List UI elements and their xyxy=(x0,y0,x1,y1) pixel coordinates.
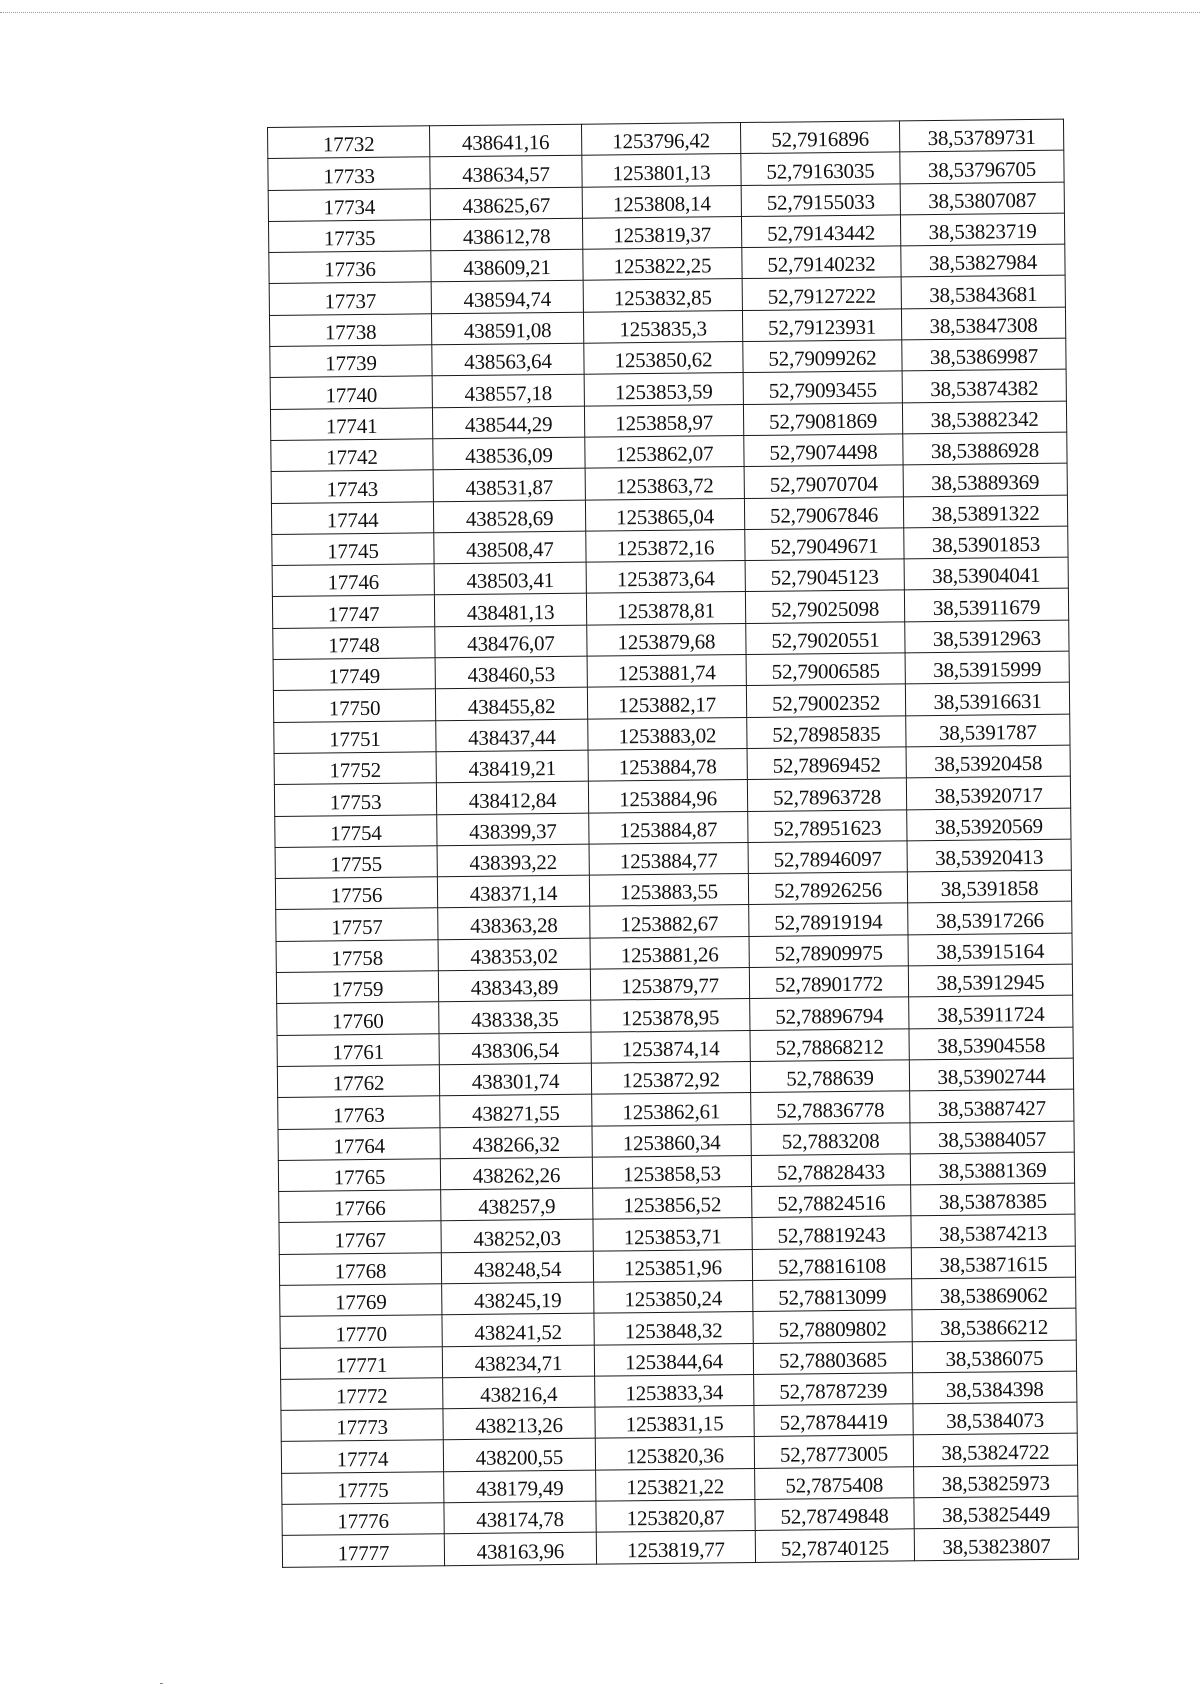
x-coordinate-cell: 438234,71 xyxy=(442,1345,594,1378)
longitude-cell: 38,5386075 xyxy=(912,1340,1076,1373)
y-coordinate-cell: 1253872,16 xyxy=(586,529,745,562)
latitude-cell: 52,79002352 xyxy=(746,684,905,717)
point-number-cell: 17741 xyxy=(270,407,432,440)
y-coordinate-cell: 1253822,25 xyxy=(583,248,742,281)
y-coordinate-cell: 1253851,96 xyxy=(593,1249,752,1282)
y-coordinate-cell: 1253884,96 xyxy=(588,780,747,813)
x-coordinate-cell: 438455,82 xyxy=(435,688,587,721)
y-coordinate-cell: 1253833,34 xyxy=(595,1374,754,1407)
latitude-cell: 52,78787239 xyxy=(754,1373,913,1406)
y-coordinate-cell: 1253796,42 xyxy=(581,123,740,156)
x-coordinate-cell: 438594,74 xyxy=(431,281,583,314)
x-coordinate-cell: 438343,89 xyxy=(438,969,590,1002)
y-coordinate-cell: 1253872,92 xyxy=(591,1061,750,1094)
longitude-cell: 38,53911724 xyxy=(909,995,1073,1028)
x-coordinate-cell: 438306,54 xyxy=(439,1032,591,1065)
y-coordinate-cell: 1253883,55 xyxy=(589,874,748,907)
latitude-cell: 52,78985835 xyxy=(747,715,906,748)
point-number-cell: 17774 xyxy=(281,1440,443,1473)
x-coordinate-cell: 438536,09 xyxy=(433,437,585,470)
longitude-cell: 38,53823719 xyxy=(900,213,1064,246)
y-coordinate-cell: 1253808,14 xyxy=(582,185,741,218)
longitude-cell: 38,53917266 xyxy=(908,902,1072,935)
x-coordinate-cell: 438481,13 xyxy=(434,594,586,627)
point-number-cell: 17758 xyxy=(276,939,438,972)
point-number-cell: 17777 xyxy=(282,1534,444,1567)
point-number-cell: 17768 xyxy=(279,1252,441,1285)
point-number-cell: 17746 xyxy=(272,564,434,597)
coordinates-table xyxy=(267,119,1079,1568)
point-number-cell: 17743 xyxy=(271,470,433,503)
x-coordinate-cell: 438612,78 xyxy=(430,218,582,251)
latitude-cell: 52,78824516 xyxy=(752,1185,911,1218)
y-coordinate-cell: 1253819,77 xyxy=(596,1531,755,1564)
point-number-cell: 17760 xyxy=(277,1002,439,1035)
x-coordinate-cell: 438262,26 xyxy=(440,1157,592,1190)
longitude-cell: 38,53874213 xyxy=(911,1214,1075,1247)
y-coordinate-cell: 1253879,77 xyxy=(590,968,749,1001)
longitude-cell: 38,5384073 xyxy=(913,1402,1077,1435)
point-number-cell: 17735 xyxy=(268,220,430,253)
longitude-cell: 38,53825449 xyxy=(914,1496,1078,1529)
longitude-cell: 38,53843681 xyxy=(901,276,1065,309)
y-coordinate-cell: 1253820,36 xyxy=(595,1437,754,1470)
x-coordinate-cell: 438245,19 xyxy=(442,1282,594,1315)
y-coordinate-cell: 1253862,61 xyxy=(592,1093,751,1126)
point-number-cell: 17769 xyxy=(280,1284,442,1317)
latitude-cell: 52,78803685 xyxy=(753,1341,912,1374)
latitude-cell: 52,79140232 xyxy=(742,246,901,279)
longitude-cell: 38,53871615 xyxy=(911,1246,1075,1279)
longitude-cell: 38,53889369 xyxy=(903,463,1067,496)
point-number-cell: 17766 xyxy=(279,1190,441,1223)
point-number-cell: 17754 xyxy=(275,814,437,847)
x-coordinate-cell: 438399,37 xyxy=(437,813,589,846)
longitude-cell: 38,53847308 xyxy=(901,307,1065,340)
y-coordinate-cell: 1253882,17 xyxy=(587,686,746,719)
y-coordinate-cell: 1253821,22 xyxy=(596,1468,755,1501)
latitude-cell: 52,79025098 xyxy=(745,590,904,623)
latitude-cell: 52,78773005 xyxy=(754,1435,913,1468)
coordinates-table-body xyxy=(268,119,1079,1567)
longitude-cell: 38,53869987 xyxy=(902,338,1066,371)
point-number-cell: 17764 xyxy=(278,1127,440,1160)
point-number-cell: 17762 xyxy=(277,1065,439,1098)
x-coordinate-cell: 438557,18 xyxy=(432,375,584,408)
x-coordinate-cell: 438609,21 xyxy=(431,249,583,282)
latitude-cell: 52,78813099 xyxy=(753,1279,912,1312)
point-number-cell: 17744 xyxy=(271,501,433,534)
scan-speck xyxy=(160,1683,163,1684)
y-coordinate-cell: 1253882,67 xyxy=(590,905,749,938)
x-coordinate-cell: 438241,52 xyxy=(442,1313,594,1346)
latitude-cell: 52,7916896 xyxy=(740,121,899,154)
y-coordinate-cell: 1253863,72 xyxy=(585,467,744,500)
point-number-cell: 17763 xyxy=(278,1096,440,1129)
longitude-cell: 38,53887427 xyxy=(910,1089,1074,1122)
latitude-cell: 52,78868212 xyxy=(750,1028,909,1061)
latitude-cell: 52,79006585 xyxy=(746,653,905,686)
longitude-cell: 38,53912945 xyxy=(908,964,1072,997)
x-coordinate-cell: 438563,64 xyxy=(432,343,584,376)
y-coordinate-cell: 1253881,26 xyxy=(590,936,749,969)
y-coordinate-cell: 1253881,74 xyxy=(587,655,746,688)
longitude-cell: 38,53884057 xyxy=(910,1121,1074,1154)
point-number-cell: 17753 xyxy=(274,783,436,816)
x-coordinate-cell: 438353,02 xyxy=(438,938,590,971)
longitude-cell: 38,53920569 xyxy=(907,808,1071,841)
point-number-cell: 17750 xyxy=(273,689,435,722)
y-coordinate-cell: 1253801,13 xyxy=(582,154,741,187)
latitude-cell: 52,79067846 xyxy=(744,496,903,529)
x-coordinate-cell: 438437,44 xyxy=(436,719,588,752)
longitude-cell: 38,53916631 xyxy=(905,682,1069,715)
y-coordinate-cell: 1253858,53 xyxy=(592,1155,751,1188)
point-number-cell: 17732 xyxy=(268,126,430,159)
latitude-cell: 52,78969452 xyxy=(747,747,906,780)
longitude-cell: 38,5384398 xyxy=(913,1371,1077,1404)
x-coordinate-cell: 438634,57 xyxy=(430,156,582,189)
longitude-cell: 38,53807087 xyxy=(900,182,1064,215)
latitude-cell: 52,78919194 xyxy=(749,903,908,936)
x-coordinate-cell: 438266,32 xyxy=(440,1126,592,1159)
y-coordinate-cell: 1253850,24 xyxy=(594,1280,753,1313)
x-coordinate-cell: 438216,4 xyxy=(443,1376,595,1409)
point-number-cell: 17737 xyxy=(269,282,431,315)
point-number-cell: 17767 xyxy=(279,1221,441,1254)
latitude-cell: 52,78926256 xyxy=(748,872,907,905)
x-coordinate-cell: 438301,74 xyxy=(439,1063,591,1096)
longitude-cell: 38,53882342 xyxy=(902,401,1066,434)
latitude-cell: 52,79049671 xyxy=(745,528,904,561)
point-number-cell: 17761 xyxy=(277,1033,439,1066)
longitude-cell: 38,53881369 xyxy=(910,1152,1074,1185)
point-number-cell: 17757 xyxy=(276,908,438,941)
latitude-cell: 52,79045123 xyxy=(745,559,904,592)
latitude-cell: 52,79099262 xyxy=(743,340,902,373)
point-number-cell: 17776 xyxy=(282,1503,444,1536)
latitude-cell: 52,788639 xyxy=(750,1060,909,1093)
longitude-cell: 38,53796705 xyxy=(900,150,1064,183)
latitude-cell: 52,78836778 xyxy=(751,1091,910,1124)
point-number-cell: 17771 xyxy=(280,1346,442,1379)
y-coordinate-cell: 1253884,78 xyxy=(588,748,747,781)
x-coordinate-cell: 438476,07 xyxy=(435,625,587,658)
point-number-cell: 17775 xyxy=(282,1471,444,1504)
y-coordinate-cell: 1253884,87 xyxy=(589,811,748,844)
y-coordinate-cell: 1253848,32 xyxy=(594,1312,753,1345)
point-number-cell: 17736 xyxy=(269,251,431,284)
longitude-cell: 38,53904558 xyxy=(909,1027,1073,1060)
x-coordinate-cell: 438508,47 xyxy=(434,531,586,564)
y-coordinate-cell: 1253850,62 xyxy=(584,342,743,375)
x-coordinate-cell: 438528,69 xyxy=(433,500,585,533)
latitude-cell: 52,7883208 xyxy=(751,1122,910,1155)
point-number-cell: 17738 xyxy=(269,314,431,347)
x-coordinate-cell: 438591,08 xyxy=(431,312,583,345)
x-coordinate-cell: 438363,28 xyxy=(438,907,590,940)
point-number-cell: 17739 xyxy=(270,345,432,378)
longitude-cell: 38,53915164 xyxy=(908,933,1072,966)
latitude-cell: 52,79081869 xyxy=(743,403,902,436)
longitude-cell: 38,53866212 xyxy=(912,1308,1076,1341)
latitude-cell: 52,79093455 xyxy=(743,371,902,404)
y-coordinate-cell: 1253853,71 xyxy=(593,1218,752,1251)
x-coordinate-cell: 438412,84 xyxy=(436,781,588,814)
y-coordinate-cell: 1253860,34 xyxy=(592,1124,751,1157)
latitude-cell: 52,79123931 xyxy=(742,309,901,342)
latitude-cell: 52,78819243 xyxy=(752,1216,911,1249)
longitude-cell: 38,5391858 xyxy=(907,870,1071,903)
x-coordinate-cell: 438393,22 xyxy=(437,844,589,877)
latitude-cell: 52,78749848 xyxy=(755,1498,914,1531)
y-coordinate-cell: 1253844,64 xyxy=(594,1343,753,1376)
x-coordinate-cell: 438371,14 xyxy=(437,875,589,908)
longitude-cell: 38,53823807 xyxy=(914,1527,1078,1560)
y-coordinate-cell: 1253874,14 xyxy=(591,1030,750,1063)
longitude-cell: 38,53912963 xyxy=(905,620,1069,653)
x-coordinate-cell: 438338,35 xyxy=(439,1000,591,1033)
point-number-cell: 17745 xyxy=(272,533,434,566)
latitude-cell: 52,79070704 xyxy=(744,465,903,498)
point-number-cell: 17747 xyxy=(272,595,434,628)
longitude-cell: 38,53886928 xyxy=(903,432,1067,465)
latitude-cell: 52,79143442 xyxy=(741,215,900,248)
longitude-cell: 38,53915999 xyxy=(905,651,1069,684)
y-coordinate-cell: 1253853,59 xyxy=(584,373,743,406)
latitude-cell: 52,78963728 xyxy=(747,778,906,811)
longitude-cell: 38,53901853 xyxy=(904,526,1068,559)
x-coordinate-cell: 438625,67 xyxy=(430,187,582,220)
point-number-cell: 17740 xyxy=(270,376,432,409)
y-coordinate-cell: 1253878,81 xyxy=(586,592,745,625)
latitude-cell: 52,79155033 xyxy=(741,183,900,216)
longitude-cell: 38,53920413 xyxy=(907,839,1071,872)
latitude-cell: 52,78951623 xyxy=(748,809,907,842)
x-coordinate-cell: 438213,26 xyxy=(443,1407,595,1440)
x-coordinate-cell: 438179,49 xyxy=(444,1470,596,1503)
x-coordinate-cell: 438252,03 xyxy=(441,1220,593,1253)
point-number-cell: 17756 xyxy=(275,877,437,910)
scan-top-edge-line xyxy=(0,12,1200,13)
x-coordinate-cell: 438248,54 xyxy=(441,1251,593,1284)
longitude-cell: 38,53920458 xyxy=(906,745,1070,778)
y-coordinate-cell: 1253819,37 xyxy=(582,216,741,249)
x-coordinate-cell: 438200,55 xyxy=(443,1439,595,1472)
x-coordinate-cell: 438460,53 xyxy=(435,656,587,689)
point-number-cell: 17749 xyxy=(273,658,435,691)
point-number-cell: 17748 xyxy=(273,627,435,660)
y-coordinate-cell: 1253873,64 xyxy=(586,561,745,594)
point-number-cell: 17759 xyxy=(276,971,438,1004)
latitude-cell: 52,79074498 xyxy=(744,434,903,467)
x-coordinate-cell: 438503,41 xyxy=(434,562,586,595)
point-number-cell: 17733 xyxy=(268,157,430,190)
longitude-cell: 38,53789731 xyxy=(899,119,1063,152)
longitude-cell: 38,53827984 xyxy=(901,244,1065,277)
x-coordinate-cell: 438641,16 xyxy=(429,124,581,157)
x-coordinate-cell: 438174,78 xyxy=(444,1501,596,1534)
y-coordinate-cell: 1253832,85 xyxy=(583,279,742,312)
longitude-cell: 38,53878385 xyxy=(911,1183,1075,1216)
y-coordinate-cell: 1253879,68 xyxy=(587,623,746,656)
longitude-cell: 38,53902744 xyxy=(909,1058,1073,1091)
x-coordinate-cell: 438271,55 xyxy=(440,1094,592,1127)
longitude-cell: 38,53824722 xyxy=(913,1434,1077,1467)
x-coordinate-cell: 438257,9 xyxy=(441,1188,593,1221)
latitude-cell: 52,79163035 xyxy=(741,152,900,185)
latitude-cell: 52,78946097 xyxy=(748,841,907,874)
point-number-cell: 17752 xyxy=(274,752,436,785)
x-coordinate-cell: 438419,21 xyxy=(436,750,588,783)
latitude-cell: 52,78901772 xyxy=(749,966,908,999)
latitude-cell: 52,78809802 xyxy=(753,1310,912,1343)
point-number-cell: 17765 xyxy=(278,1159,440,1192)
latitude-cell: 52,78784419 xyxy=(754,1404,913,1437)
x-coordinate-cell: 438531,87 xyxy=(433,468,585,501)
y-coordinate-cell: 1253831,15 xyxy=(595,1406,754,1439)
point-number-cell: 17772 xyxy=(281,1378,443,1411)
y-coordinate-cell: 1253856,52 xyxy=(593,1187,752,1220)
x-coordinate-cell: 438163,96 xyxy=(444,1532,596,1565)
point-number-cell: 17742 xyxy=(271,439,433,472)
latitude-cell: 52,78740125 xyxy=(755,1529,914,1562)
longitude-cell: 38,53911679 xyxy=(904,589,1068,622)
y-coordinate-cell: 1253858,97 xyxy=(584,404,743,437)
y-coordinate-cell: 1253835,3 xyxy=(583,310,742,343)
y-coordinate-cell: 1253883,02 xyxy=(588,717,747,750)
longitude-cell: 38,5391787 xyxy=(906,714,1070,747)
latitude-cell: 52,78909975 xyxy=(749,935,908,968)
latitude-cell: 52,78828433 xyxy=(751,1154,910,1187)
longitude-cell: 38,53904041 xyxy=(904,557,1068,590)
latitude-cell: 52,78896794 xyxy=(750,997,909,1030)
longitude-cell: 38,53874382 xyxy=(902,370,1066,403)
latitude-cell: 52,79127222 xyxy=(742,277,901,310)
x-coordinate-cell: 438544,29 xyxy=(432,406,584,439)
point-number-cell: 17755 xyxy=(275,846,437,879)
y-coordinate-cell: 1253862,07 xyxy=(585,435,744,468)
point-number-cell: 17734 xyxy=(268,188,430,221)
y-coordinate-cell: 1253878,95 xyxy=(591,999,750,1032)
point-number-cell: 17773 xyxy=(281,1409,443,1442)
longitude-cell: 38,53920717 xyxy=(906,776,1070,809)
point-number-cell: 17751 xyxy=(274,720,436,753)
longitude-cell: 38,53891322 xyxy=(903,495,1067,528)
y-coordinate-cell: 1253820,87 xyxy=(596,1500,755,1533)
longitude-cell: 38,53869062 xyxy=(912,1277,1076,1310)
latitude-cell: 52,79020551 xyxy=(746,622,905,655)
latitude-cell: 52,7875408 xyxy=(755,1467,914,1500)
y-coordinate-cell: 1253865,04 xyxy=(585,498,744,531)
latitude-cell: 52,78816108 xyxy=(752,1248,911,1281)
longitude-cell: 38,53825973 xyxy=(914,1465,1078,1498)
y-coordinate-cell: 1253884,77 xyxy=(589,842,748,875)
point-number-cell: 17770 xyxy=(280,1315,442,1348)
